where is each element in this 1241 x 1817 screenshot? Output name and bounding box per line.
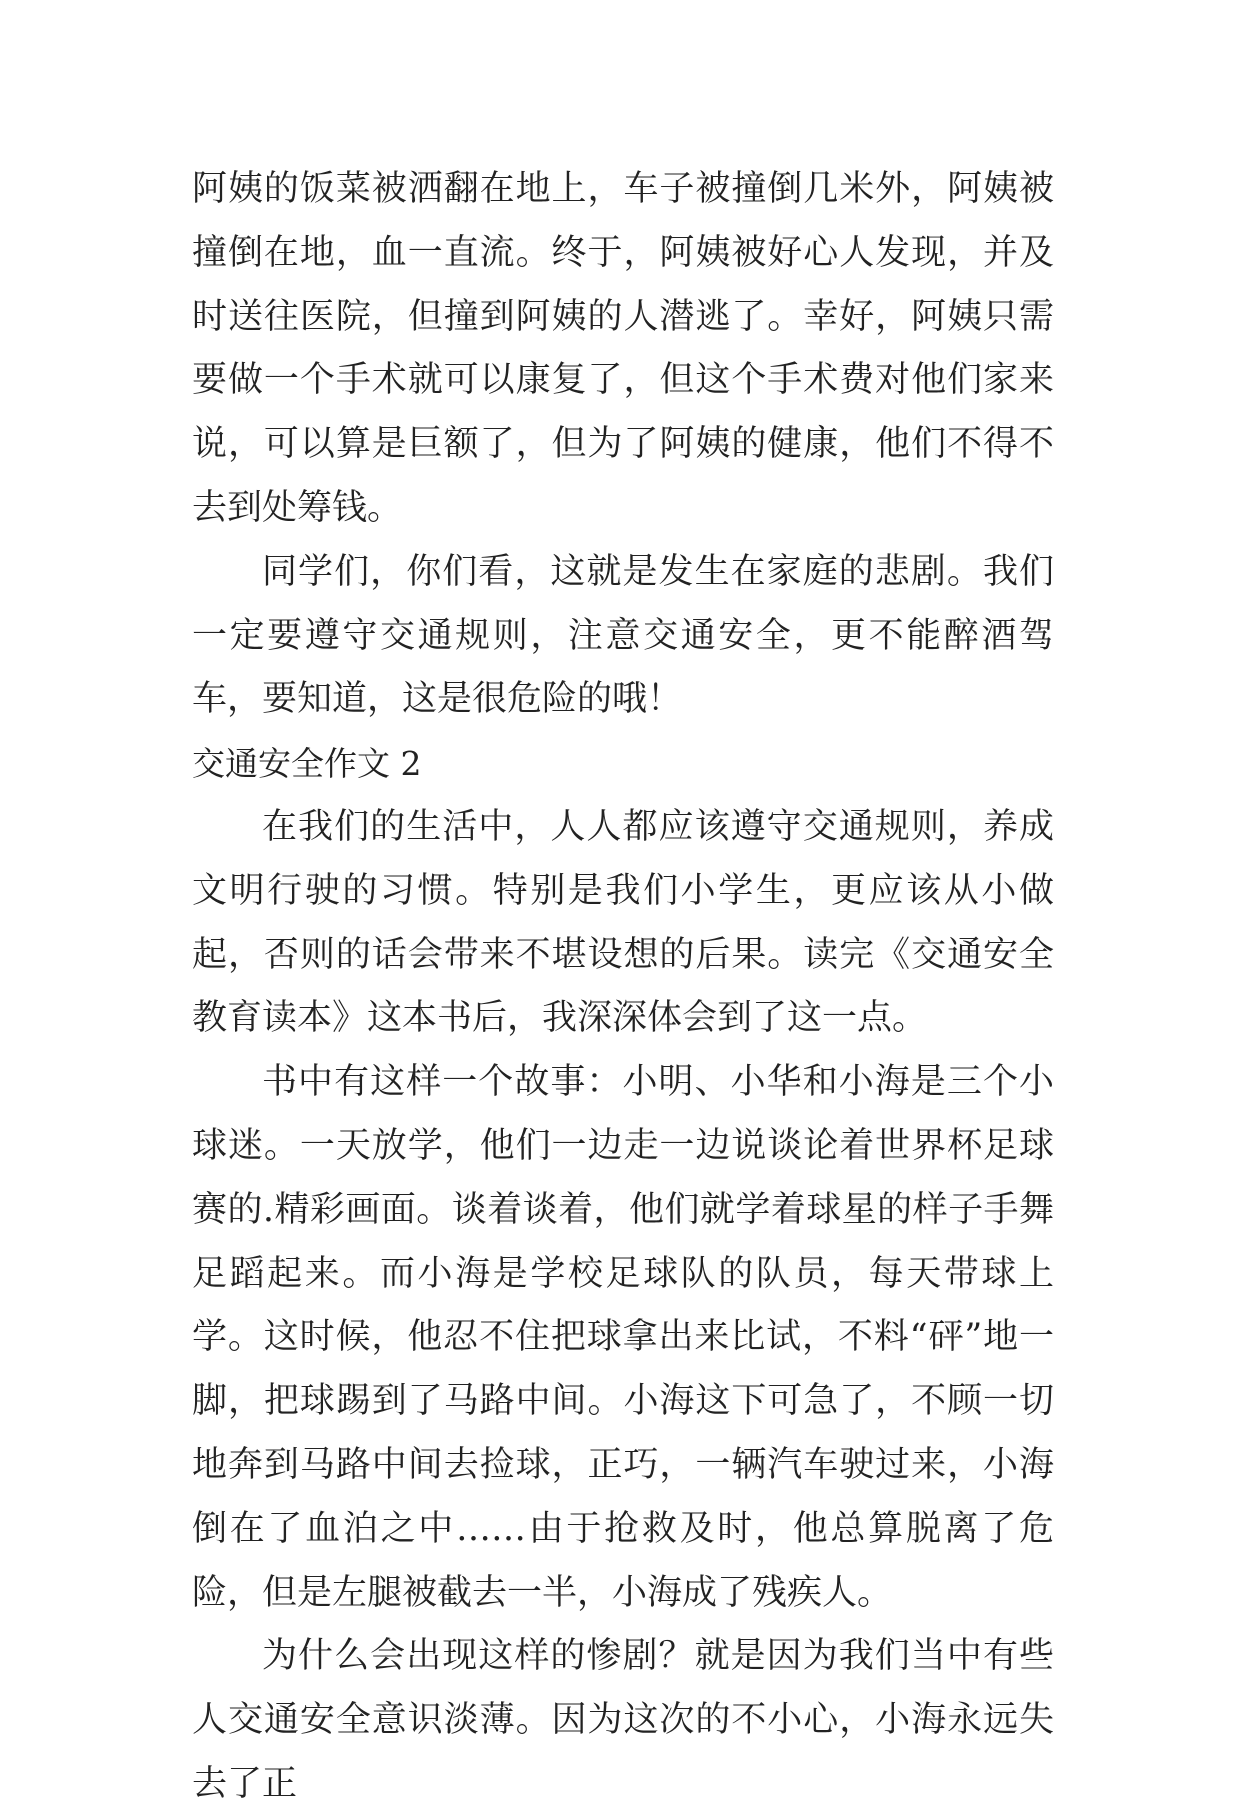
section-heading: 交通安全作文 2: [192, 744, 422, 784]
paragraph: 同学们，你们看，这就是发生在家庭的悲剧。我们一定要遵守交通规则，注意交通安全，更不能醉酒驾车，要知道，这是很危险的哦！: [192, 551, 1054, 720]
document-body: [192, 158, 1054, 1817]
paragraph: 书中有这样一个故事：小明、小华和小海是三个小球迷。一天放学，他们一边走一边说谈论着世界杯足球赛的.精彩画面。谈着谈着，他们就学着球星的样子手舞足蹈起来。而小海是学校足球队的队员，每天带球上学。这时候，他忍不住把球拿出来比试，不料“砰”地一脚，把球踢到了马路中间。小海这下可急了，不顾一切地奔到马路中间去捡球，正巧，一辆汽车驶过来，小海倒在了血泊之中……由于抢救及时，他总算脱离了危险，但是左腿被截去一半，小海成了残疾人。: [192, 1062, 1054, 1613]
paragraph: 为什么会出现这样的惨剧？就是因为我们当中有些人交通安全意识淡薄。因为这次的不小心，小海永远失去了正: [192, 1636, 1054, 1804]
paragraph-continued: 阿姨的饭菜被洒翻在地上，车子被撞倒几米外，阿姨被撞倒在地，血一直流。终于，阿姨被好心人发现，并及时送往医院，但撞到阿姨的人潜逃了。幸好，阿姨只需要做一个手术就可以康复了，但这个手术费对他们家来说，可以算是巨额了，但为了阿姨的健康，他们不得不去到处筹钱。: [192, 169, 1054, 528]
paragraph: 在我们的生活中，人人都应该遵守交通规则，养成文明行驶的习惯。特别是我们小学生，更应该从小做起，否则的话会带来不堪设想的后果。读完《交通安全教育读本》这本书后，我深深体会到了这一点。: [192, 806, 1054, 1039]
